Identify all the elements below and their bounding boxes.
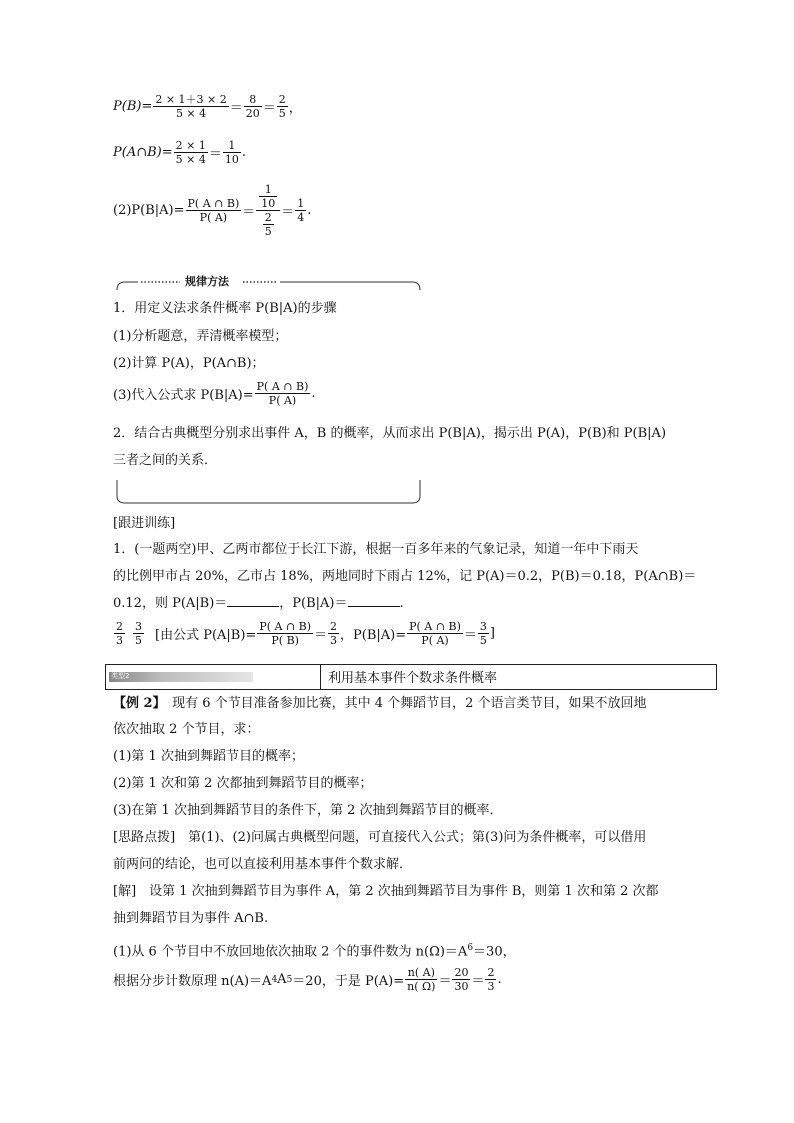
answer-blank — [227, 594, 279, 607]
fraction: $\frac{2}{5}$ — [278, 93, 286, 120]
method-step-3: (3)代入公式求 P(B|A)= $\frac{P( A \cap B)}{P( A)}$ . — [113, 380, 316, 407]
training-question-line-3: 0.12，则 P(A|B)＝ ，P(B|A)＝ . — [113, 596, 404, 611]
example-question-3: (3)在第 1 次抽到舞蹈节目的条件下，第 2 次抽到舞蹈节目的概率． — [113, 803, 503, 818]
equation-p-b: P(B)= $\frac{2 \times 1+3 \times 2}{5 \times 4}$ ＝ $\frac{8}{20}$ ＝ $\frac{2}{5}$ ， — [113, 93, 302, 120]
example-question-1: (1)第 1 次抽到舞蹈节目的概率； — [113, 749, 304, 764]
training-question-line-1: 1．(一题两空)甲、乙两市都位于长江下游，根据一百多年来的气象记录，知道一年中下雨天 — [113, 542, 639, 557]
solution-line-3: (1)从 6 个节目中不放回地依次抽取 2 个的事件数为 $n(\Omega)=A^6=30$， — [113, 943, 516, 960]
example-line-2: 依次抽取 2 个节目，求： — [113, 722, 260, 737]
fraction: $\frac{P( A \cap B)}{P( B)}$ — [259, 620, 312, 647]
training-question-line-2: 的比例甲市占 20%，乙市占 18%，两地同时下雨占 12%，记 P(A)＝0.2，P(B)＝0.18，P(A∩B)＝ — [113, 569, 697, 584]
method-step-2: (2)计算 P(A)，P(A∩B)； — [113, 356, 265, 371]
example-label: 【例 2】 — [113, 696, 160, 711]
answer-fraction: $\frac{3}{5}$ — [135, 620, 142, 647]
hint-line-2: 前两问的结论，也可以直接利用基本事件个数求解． — [113, 857, 413, 872]
fraction: $\frac{P( A \cap B)}{P( A)}$ — [187, 197, 240, 224]
eq-lhs: P(B)= — [113, 99, 153, 114]
example-line-1: 【例 2】 现有 6 个节目准备参加比赛，其中 4 个舞蹈节目，2 个语言类节目，如果不放回地 — [113, 696, 647, 711]
type-title: 利用基本事件个数求条件概率 — [328, 671, 498, 686]
hint-line-1: [思路点拨] 第(1)、(2)问属古典概型问题，可直接代入公式；第(3)问为条件概率，可以借用 — [113, 830, 647, 845]
fraction: $\frac{n( A)}{n( \Omega)}$ — [407, 966, 436, 993]
compound-fraction: $\frac{\frac{1}{10}}{\frac{2}{5}}$ — [256, 183, 280, 238]
type-tag-cell — [106, 665, 321, 689]
solution-line-1: [解] 设第 1 次抽到舞蹈节目为事件 A，第 2 次抽到舞蹈节目为事件 B，则第 1 次和第 2 次都 — [113, 884, 659, 899]
fraction: $\frac{8}{20}$ — [245, 93, 260, 120]
training-answer: $\frac{2}{3}$ $\frac{3}{5}$ [由公式 P(A|B)= $\frac{P( A \cap B)}{P( B)}$ ＝ $\frac{2}{3}$ ，P(B|A)= $\frac{P( A \cap B)}{P( A)}$ ＝ $\frac{3}{5}$ ] — [116, 620, 495, 647]
fraction: $\frac{P( A \cap B)}{P( A)}$ — [409, 620, 461, 647]
method-item-2-line-1: 2．结合古典概型分别求出事件 A，B 的概率，从而求出 P(B|A)，揭示出 P(A)，P(B)和 P(B|A) — [113, 426, 667, 441]
method-item-1: 1．用定义法求条件概率 P(B|A)的步骤 — [113, 301, 337, 316]
fraction: $\frac{2 \times 1+3 \times 2}{5 \times 4}$ — [155, 93, 227, 120]
fraction: $\frac{1}{10}$ — [224, 139, 239, 166]
solution-line-2: 抽到舞蹈节目为事件 A∩B. — [113, 911, 269, 926]
type-table — [105, 664, 717, 690]
training-heading: [跟进训练] — [113, 516, 176, 531]
answer-fraction: $\frac{2}{3}$ — [116, 620, 123, 647]
equation-p-b-given-a: (2)P(B|A)= $\frac{P( A \cap B)}{P( A)}$ ＝ $\frac{\frac{1}{10}}{\frac{2}{5}}$ ＝ $\frac{1}{4}$ . — [113, 183, 312, 238]
method-item-2-line-2: 三者之间的关系． — [113, 453, 218, 468]
fraction: $\frac{1}{4}$ — [297, 197, 305, 224]
type-tag: 类型2 — [109, 672, 253, 682]
equation-p-a-and-b: P(A∩B)= $\frac{2 \times 1}{5 \times 4}$ ＝ $\frac{1}{10}$ . — [113, 139, 246, 166]
fraction: $\frac{P( A \cap B)}{P( A)}$ — [256, 380, 309, 407]
eq-lhs: P(A∩B)= — [113, 145, 173, 160]
fraction: $\frac{2}{3}$ — [330, 620, 338, 647]
method-box-top-border — [116, 277, 421, 291]
example-question-2: (2)第 1 次和第 2 次都抽到舞蹈节目的概率； — [113, 776, 373, 791]
eq-lhs: (2)P(B|A)= — [113, 203, 185, 218]
fraction: $\frac{2}{3}$ — [487, 966, 495, 993]
fraction: $\frac{20}{30}$ — [454, 966, 469, 993]
method-step-1: (1)分析题意，弄清概率模型； — [113, 329, 288, 344]
method-box-bottom-border — [116, 479, 421, 505]
method-heading: 规律方法 — [185, 275, 229, 288]
answer-blank — [348, 594, 400, 607]
fraction: $\frac{3}{5}$ — [479, 620, 487, 647]
fraction: $\frac{2 \times 1}{5 \times 4}$ — [175, 139, 206, 166]
solution-line-4: 根据分步计数原理 n(A)＝A 4 A 5 ＝20，于是 P(A)= $\frac{n( A)}{n( \Omega)}$ ＝ $\frac{20}{30}$ ＝ $\frac{2}{3}$ . — [113, 966, 502, 993]
